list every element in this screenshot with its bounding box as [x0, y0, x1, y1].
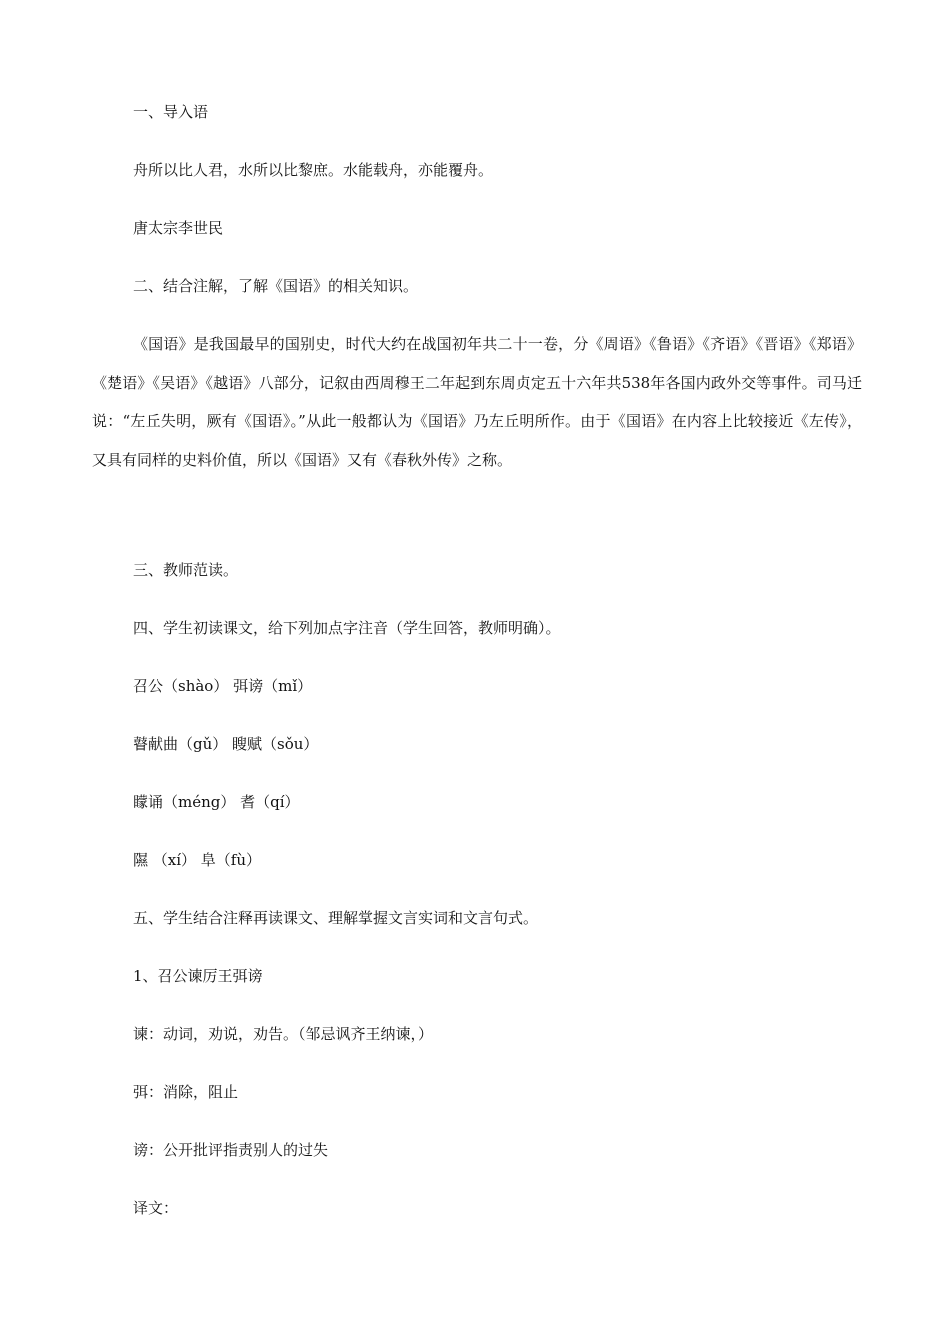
guoyu-paragraph: 《国语》是我国最早的国别史，时代大约在战国初年共二十一卷，分《周语》《鲁语》《齐语》《晋语》《郑语》《楚语》《吴语》《越语》八部分，记叙由西周穆王二年起到东周贞定五十六年共538年各国内政外交等事件。司马迁说：“左丘失明，厥有《国语》。”从此一般都认为《国语》乃左丘明所作。由于《国语》在内容上比较接近《左传》，又具有同样的史料价值，所以《国语》又有《春秋外传》之称。 [92, 335, 862, 469]
heading-intro: 一、导入语 [133, 103, 209, 121]
gloss-jian: 谏：动词，劝说，劝告。（邹忌讽齐王纳谏，） [133, 1025, 434, 1043]
pinyin-line-1: 召公（shào） 弭谤（mǐ） [133, 677, 313, 695]
quote-line: 舟所以比人君，水所以比黎庶。水能载舟，亦能覆舟。 [133, 161, 494, 179]
gloss-bang: 谤：公开批评指责别人的过失 [133, 1141, 329, 1159]
pinyin-line-4: 隰 （xí） 阜（fù） [133, 851, 262, 869]
gloss-mi: 弭：消除，阻止 [133, 1083, 239, 1101]
heading-guoyu: 二、结合注解，了解《国语》的相关知识。 [133, 277, 419, 295]
heading-pronunciation: 四、学生初读课文，给下列加点字注音（学生回答，教师明确）。 [133, 619, 561, 637]
heading-reread: 五、学生结合注释再读课文、理解掌握文言实词和文言句式。 [133, 909, 539, 927]
pinyin-line-2: 瞽献曲（gǔ） 瞍赋（sǒu） [133, 735, 319, 753]
heading-teacher-reading: 三、教师范读。 [133, 561, 239, 579]
section-title-1: 1、召公谏厉王弭谤 [133, 967, 263, 985]
pinyin-line-3: 矇诵（méng） 耆（qí） [133, 793, 300, 811]
translation-label: 译文： [133, 1199, 179, 1217]
quote-author: 唐太宗李世民 [133, 219, 224, 237]
